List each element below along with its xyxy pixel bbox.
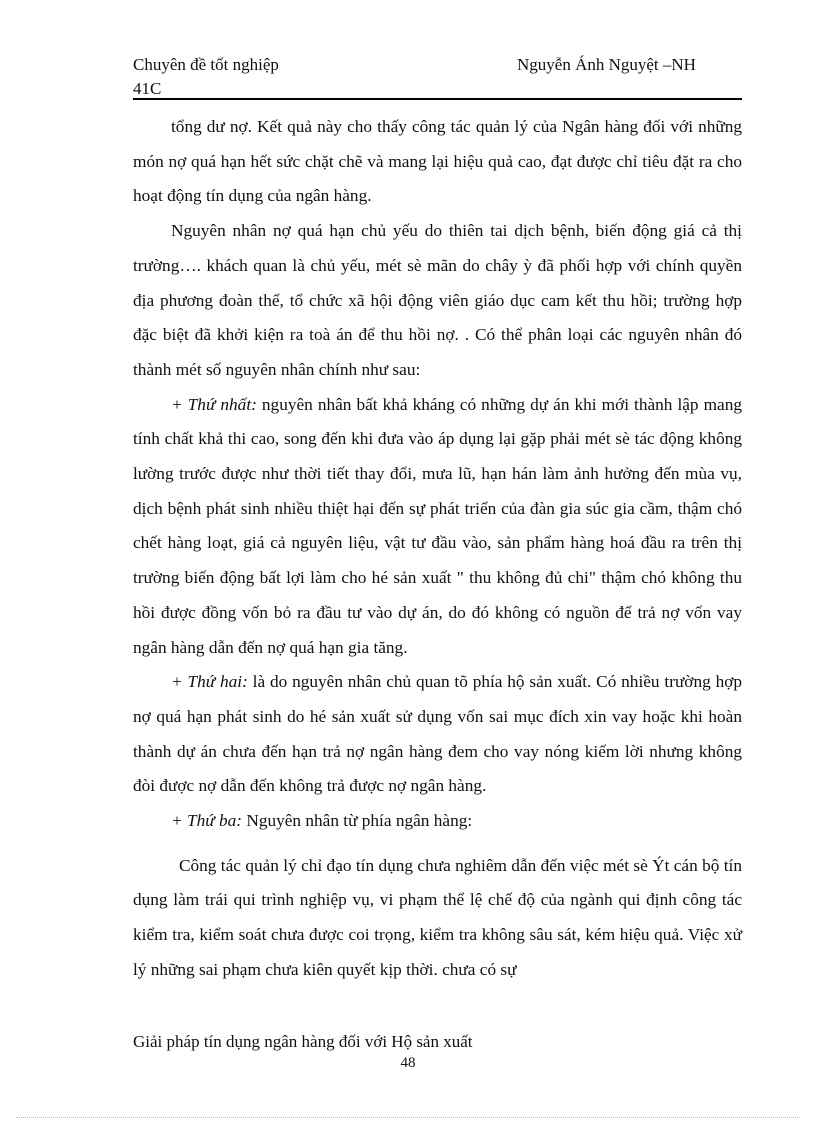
header-divider: [133, 98, 742, 100]
running-header-left: [133, 53, 279, 101]
page-bottom-border: [16, 1117, 800, 1118]
paragraph-text: tổng dư nợ. Kết quả này cho thấy công tác quản lý của Ngân hàng đối với những món nợ quá hạn hết sức chặt chẽ và mang lại hiệu quả cao, đạt được chỉ tiêu đặt ra cho hoạt động tín dụng của ngân hàng.: [133, 117, 742, 206]
paragraph-reason-second: [133, 665, 742, 804]
paragraph-lead: + Thứ hai:: [171, 672, 248, 692]
paragraph-reason-third: [133, 804, 742, 839]
paragraph-text: là do nguyên nhân chủ quan tõ phía hộ sản xuất. Có nhiều trường hợp nợ quá hạn phát sinh do hé sản xuất sử dụng vốn sai mục đích xin vay hoặc khi hoàn thành dự án chưa đến hạn trả nợ ngân hàng đem cho vay nóng kiếm lời nhưng không đòi được nợ dẫn đến không trả được nợ ngân hàng.: [133, 672, 742, 796]
paragraph-6: [133, 849, 742, 988]
paragraph-text: nguyên nhân bất khả kháng có những dự án khi mới thành lập mang tính chất khả thi cao, song đến khi đưa vào áp dụng lại gặp phải mét sè tác động không lường trước được như thời tiết thay đổi, mưa lũ, hạn hán làm ảnh hưởng đến mùa vụ, dịch bệnh phát sinh nhiều thiệt hại đến sự phát triển của đàn gia súc gia cầm, thậm chó chết hàng loạt, giá cả nguyên liệu, vật tư đầu vào, sản phẩm hàng hoá đầu ra trên thị trường biến động bất lợi làm cho hé sản xuất " thu không đủ chi" thậm chó không thu hồi được đồng vốn bỏ ra đầu tư vào dự án, do đó không có nguồn để trả nợ vốn vay ngân hàng dẫn đến nợ quá hạn gia tăng.: [133, 394, 742, 657]
paragraph-text: Nguyên nhân từ phía ngân hàng:: [242, 811, 473, 831]
header-document-type: Chuyên đề tốt nghiệp: [133, 55, 279, 74]
paragraph-lead: + Thứ ba:: [171, 811, 243, 831]
paragraph-2: [133, 214, 742, 388]
paragraph-text: Công tác quản lý chỉ đạo tín dụng chưa nghiêm dẫn đến việc mét sè Ýt cán bộ tín dụng làm trái qui trình nghiệp vụ, vi phạm thể lệ chế độ của ngành qui định công tác kiểm tra, kiểm soát chưa được coi trọng, kiểm tra không sâu sát, kém hiệu quả. Việc xử lý những sai phạm chưa kiên quyết kịp thời. chưa có sự: [133, 855, 742, 979]
paragraph-reason-first: [133, 388, 742, 666]
header-author: Nguyễn Ánh Nguyệt –NH: [517, 55, 696, 74]
paragraph-1: [133, 110, 742, 214]
page-number: 48: [400, 1055, 416, 1071]
footer-title: Giải pháp tín dụng ngân hàng đối với Hộ sản xuất: [133, 1032, 473, 1051]
paragraph-text: Nguyên nhân nợ quá hạn chủ yếu do thiên tai dịch bệnh, biến động giá cả thị trường…. khách quan là chủ yếu, mét sè mãn do chây ỳ đã phối hợp với chính quyền địa phương đoàn thể, tổ chức xã hội động viên giáo dục cam kết thu hồi; trường hợp đặc biệt đã khởi kiện ra toà án để thu hồi nợ. . Có thể phân loại các nguyên nhân đó thành mét số nguyên nhân chính như sau:: [133, 221, 742, 379]
document-body: [133, 110, 742, 988]
header-class-code: 41C: [133, 79, 162, 98]
paragraph-lead: + Thứ nhất:: [171, 394, 257, 414]
